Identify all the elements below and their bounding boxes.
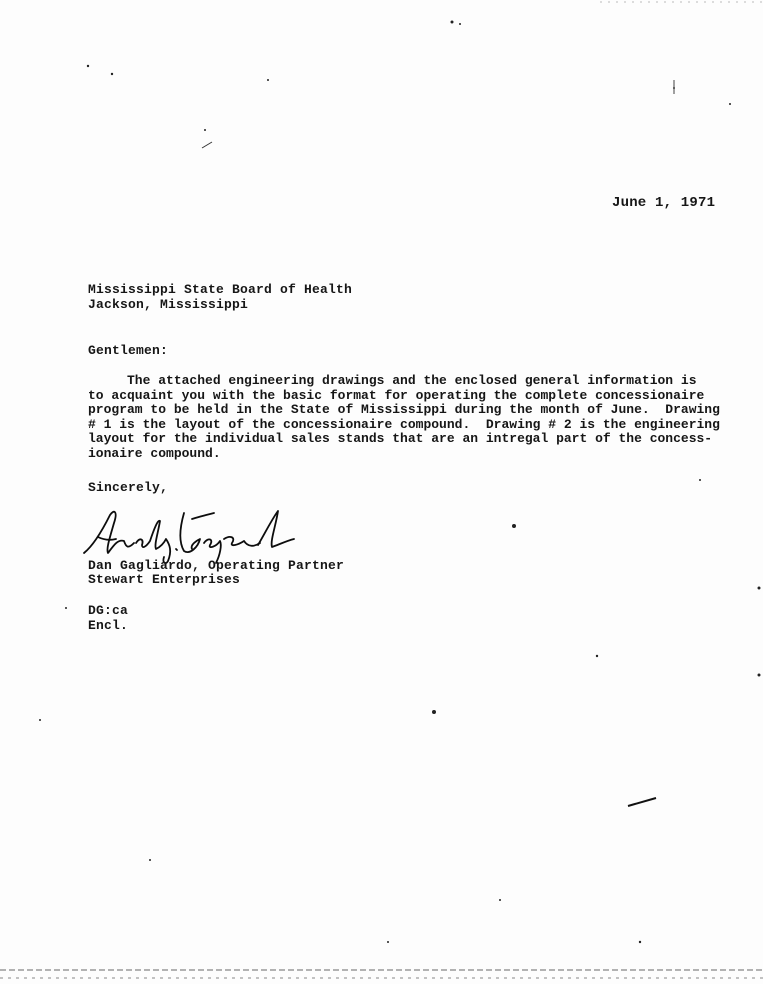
body-line: program to be held in the State of Mississippi during the month of June. Drawing [88,402,720,418]
recipient-name: Mississippi State Board of Health [88,282,353,297]
body-line: ionaire compound. [88,445,221,461]
reference-initials: DG:ca [88,603,129,618]
closing: Sincerely, [88,480,169,495]
enclosure-note: Encl. [88,618,129,633]
body-line: The attached engineering drawings and the enclosed general information is [88,373,697,388]
salutation: Gentlemen: [88,343,169,358]
body-line: # 1 is the layout of the concessionaire compound. Drawing # 2 is the engineering [88,416,720,432]
body-line: to acquaint you with the basic format for operating the complete concessionaire [88,387,705,403]
signer-name-title: Dan Gagliardo, Operating Partner [88,558,345,573]
letter-body [88,374,718,462]
body-line: layout for the individual sales stands that are an intregal part of the concess- [88,431,713,447]
recipient-location: Jackson, Mississippi [88,297,249,312]
letter-date: June 1, 1971 [612,195,716,211]
signer-organization: Stewart Enterprises [88,572,241,587]
